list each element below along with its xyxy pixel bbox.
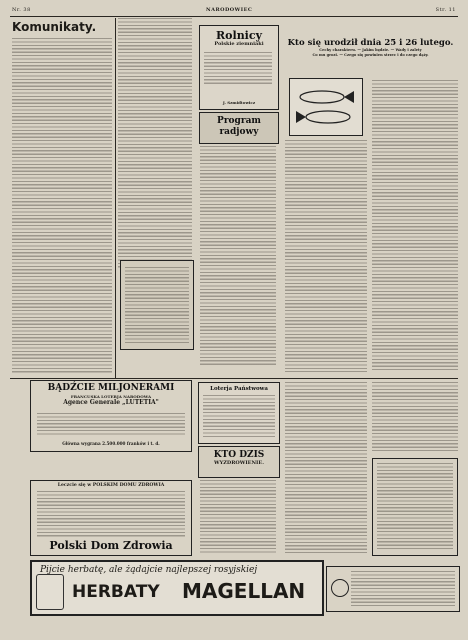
tea-ad <box>30 560 324 616</box>
fish-illustration <box>289 78 363 136</box>
small-ad-box <box>372 458 458 556</box>
second-column-text <box>118 18 192 268</box>
column-divider <box>115 18 116 378</box>
health-house-footer: Polski Dom Zdrowia <box>49 539 173 552</box>
program-radio-heading <box>199 112 279 144</box>
health-house-title: Leczcie się w POLSKIM DOMU ZDROWIA <box>57 483 165 488</box>
bank-ad <box>326 566 460 612</box>
lottery-title: BĄDŹCIE MILJONERAMI <box>47 383 175 393</box>
section-divider <box>10 378 458 379</box>
left-column-text <box>12 38 112 374</box>
horoscope-heading <box>283 38 458 58</box>
horoscope-line1: Cechy charakteru. — Jakim będzie. — Wady i zalety <box>319 48 422 52</box>
rolnicy-title: Rolnicy <box>216 29 262 42</box>
horoscope-line2: Co mu grozi. — Czego się powinien strzec i do czego dąży. <box>312 53 429 57</box>
emblem-icon <box>331 579 349 597</box>
horoscope-title: Kto się urodził dnia 25 i 26 lutego. <box>287 38 454 48</box>
radio-program-text <box>200 146 276 366</box>
work-ad-box <box>120 260 194 350</box>
kto-dzis-title: KTO DZIS <box>213 450 265 460</box>
page-header <box>10 4 458 17</box>
kto-dzis-box <box>198 446 280 478</box>
kto-dzis-title2: WYZDROWIENIE. <box>214 460 264 466</box>
lottery-ad <box>30 380 192 452</box>
tea-brand-left: HERBATY <box>72 582 160 602</box>
tea-box-icon <box>36 574 64 610</box>
right-column-text-bottom <box>372 382 458 452</box>
horoscope-text-left <box>285 140 367 372</box>
program-title: Program radjowy <box>217 116 261 137</box>
lottery-prize: Główna wygrana 2.500.000 franków i t. d. <box>62 441 160 446</box>
lottery-line2: Agence Generale „LUTETIA" <box>63 399 159 406</box>
state-lottery-title: Loterja Państwowa <box>210 386 268 392</box>
pisces-fish-icon <box>290 79 362 135</box>
page-number-right: Str. 11 <box>435 7 456 13</box>
bottom-right-text <box>285 382 367 554</box>
rolnicy-ad <box>199 25 279 110</box>
health-house-ad <box>30 480 192 556</box>
horoscope-text-right <box>372 80 458 372</box>
rolnicy-name: J. Szmidtowicz <box>222 100 256 105</box>
kto-dzis-text <box>200 480 276 554</box>
page-number-left: Nr. 38 <box>12 7 31 13</box>
paper-title: NARODOWIEC <box>206 7 253 13</box>
tea-brand-right: MAGELLAN <box>182 579 306 603</box>
state-lottery-ad <box>198 382 280 444</box>
column-heading: Komunikaty. <box>12 20 97 34</box>
lottery-line1: FRANCUSKA LOTERJA NARODOWA <box>70 394 152 399</box>
rolnicy-subtitle: Polskie ziemniaki <box>214 41 264 47</box>
tea-slogan: Pijcie herbatę, ale żądajcie najlepszej rosyjskiej <box>40 565 258 575</box>
